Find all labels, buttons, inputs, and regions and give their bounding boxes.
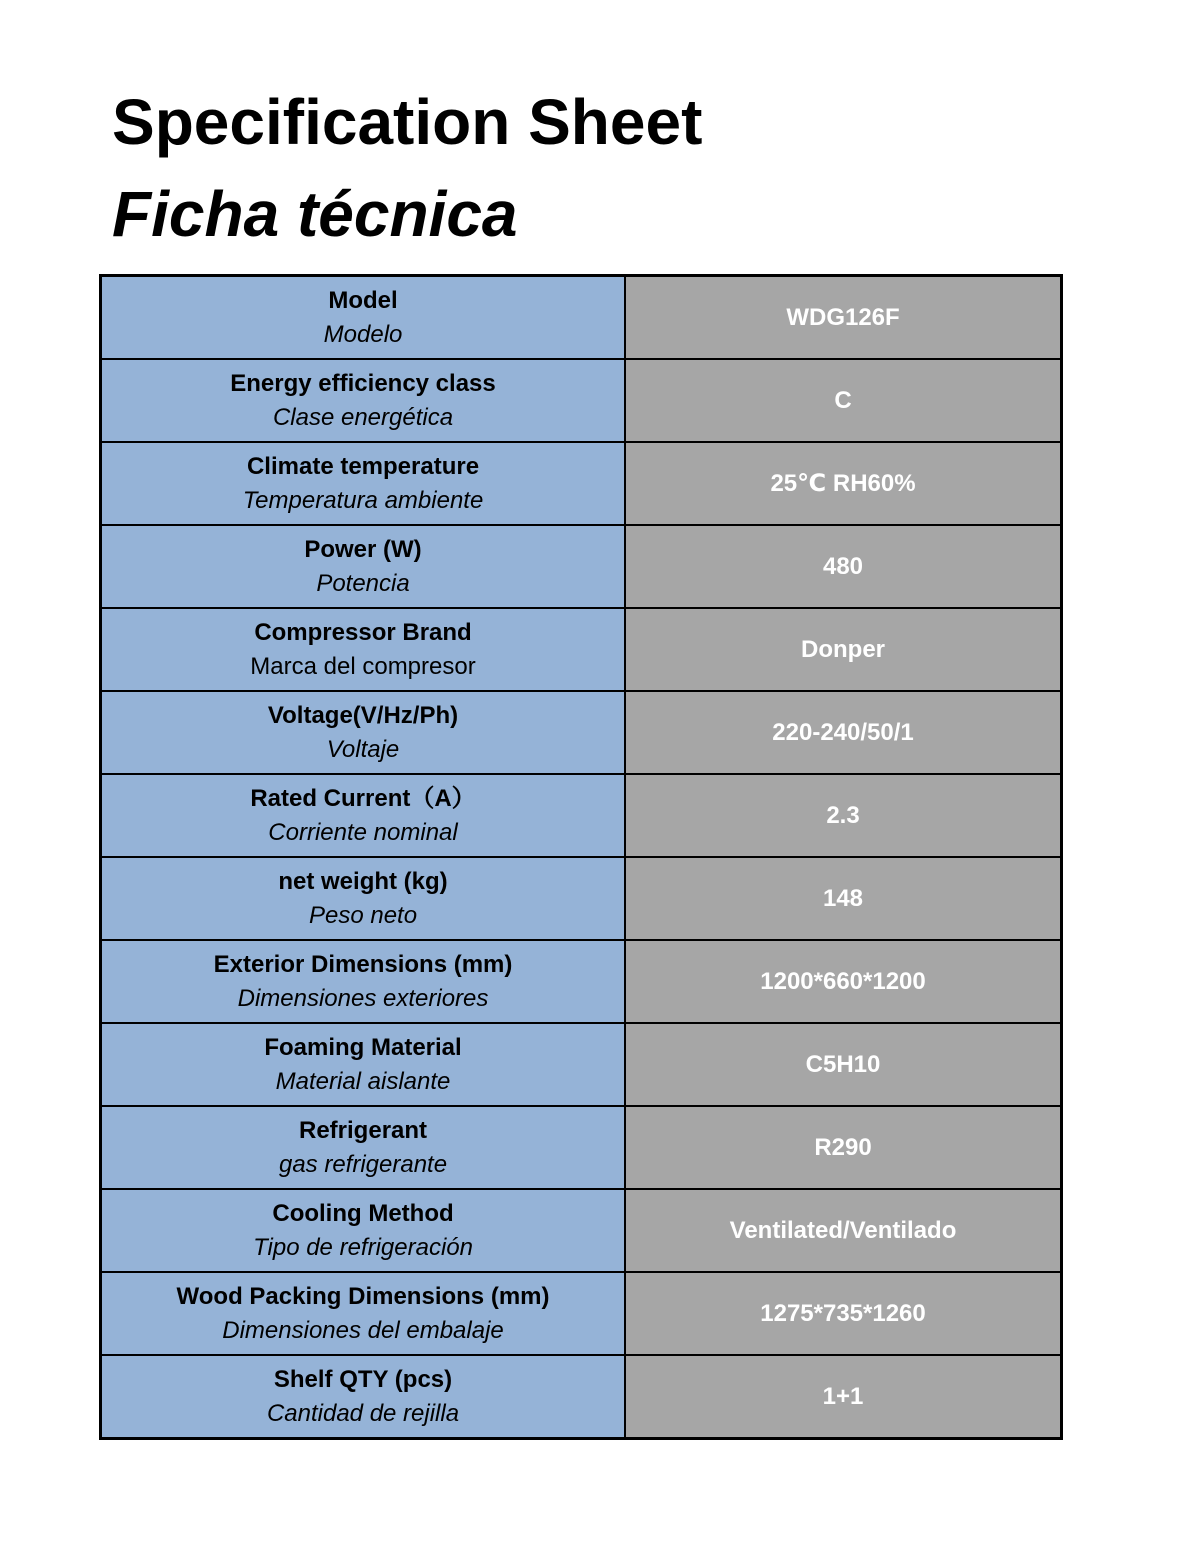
label-cell-voltage xyxy=(101,691,626,774)
label-en: Voltage(V/Hz/Ph) xyxy=(267,701,459,729)
value-cell-refrigerant: R290 xyxy=(625,1106,1061,1189)
label-cell-energy-class xyxy=(101,359,626,442)
label-cell-refrigerant xyxy=(101,1106,626,1189)
label-en: Refrigerant xyxy=(299,1116,428,1144)
table-row xyxy=(101,857,1062,940)
label-es: Material aislante xyxy=(275,1067,451,1095)
value-cell-foaming-material: C5H10 xyxy=(625,1023,1061,1106)
table-row xyxy=(101,276,1062,360)
table-row xyxy=(101,359,1062,442)
table-row xyxy=(101,691,1062,774)
label-en: Energy efficiency class xyxy=(230,369,496,397)
value-cell-exterior-dimensions: 1200*660*1200 xyxy=(625,940,1061,1023)
value-cell-model: WDG126F xyxy=(625,276,1061,360)
label-es: Potencia xyxy=(316,569,410,597)
table-row xyxy=(101,940,1062,1023)
table-row xyxy=(101,1106,1062,1189)
label-en: Compressor Brand xyxy=(254,618,472,646)
value-cell-compressor-brand: Donper xyxy=(625,608,1061,691)
label-cell-compressor-brand xyxy=(101,608,626,691)
value-cell-net-weight: 148 xyxy=(625,857,1061,940)
label-en: Exterior Dimensions (mm) xyxy=(213,950,513,978)
value-cell-wood-packing-dimensions: 1275*735*1260 xyxy=(625,1272,1061,1355)
table-row xyxy=(101,1355,1062,1439)
label-cell-cooling-method xyxy=(101,1189,626,1272)
label-en: Wood Packing Dimensions (mm) xyxy=(176,1282,550,1310)
label-es: Modelo xyxy=(323,320,403,348)
label-en: net weight (kg) xyxy=(278,867,448,895)
table-row xyxy=(101,525,1062,608)
value-cell-voltage: 220-240/50/1 xyxy=(625,691,1061,774)
page-subtitle: Ficha técnica xyxy=(112,178,518,250)
table-row xyxy=(101,442,1062,525)
value-cell-rated-current: 2.3 xyxy=(625,774,1061,857)
label-es: Voltaje xyxy=(326,735,400,763)
label-en: Power (W) xyxy=(304,535,422,563)
label-es: Dimensiones exteriores xyxy=(237,984,489,1012)
value-cell-energy-class: C xyxy=(625,359,1061,442)
label-cell-rated-current xyxy=(101,774,626,857)
table-row xyxy=(101,1023,1062,1106)
spec-table xyxy=(99,274,1063,1440)
label-cell-power xyxy=(101,525,626,608)
table-row xyxy=(101,1189,1062,1272)
label-cell-foaming-material xyxy=(101,1023,626,1106)
label-es: Cantidad de rejilla xyxy=(266,1399,460,1427)
label-cell-model xyxy=(101,276,626,360)
label-es: Marca del compresor xyxy=(250,652,476,680)
value-cell-climate-temperature: 25℃ RH60% xyxy=(625,442,1061,525)
label-en: Foaming Material xyxy=(264,1033,462,1061)
page-title: Specification Sheet xyxy=(112,86,703,158)
label-cell-exterior-dimensions xyxy=(101,940,626,1023)
label-es: Peso neto xyxy=(308,901,418,929)
label-cell-climate-temperature xyxy=(101,442,626,525)
label-en: Shelf QTY (pcs) xyxy=(273,1365,453,1393)
label-es: gas refrigerante xyxy=(278,1150,448,1178)
label-en: Model xyxy=(328,286,398,314)
label-es: Tipo de refrigeración xyxy=(253,1233,473,1261)
value-cell-cooling-method: Ventilated/Ventilado xyxy=(625,1189,1061,1272)
label-en: Cooling Method xyxy=(272,1199,454,1227)
label-en: Rated Current（A） xyxy=(250,784,476,812)
label-es: Clase energética xyxy=(272,403,454,431)
label-es: Dimensiones del embalaje xyxy=(222,1316,504,1344)
label-cell-net-weight xyxy=(101,857,626,940)
value-cell-power: 480 xyxy=(625,525,1061,608)
label-cell-shelf-qty xyxy=(101,1355,626,1439)
label-cell-wood-packing-dimensions xyxy=(101,1272,626,1355)
label-es: Corriente nominal xyxy=(268,818,458,846)
value-cell-shelf-qty: 1+1 xyxy=(625,1355,1061,1439)
table-row xyxy=(101,1272,1062,1355)
table-row xyxy=(101,608,1062,691)
table-row xyxy=(101,774,1062,857)
label-es: Temperatura ambiente xyxy=(242,486,484,514)
label-en: Climate temperature xyxy=(246,452,480,480)
